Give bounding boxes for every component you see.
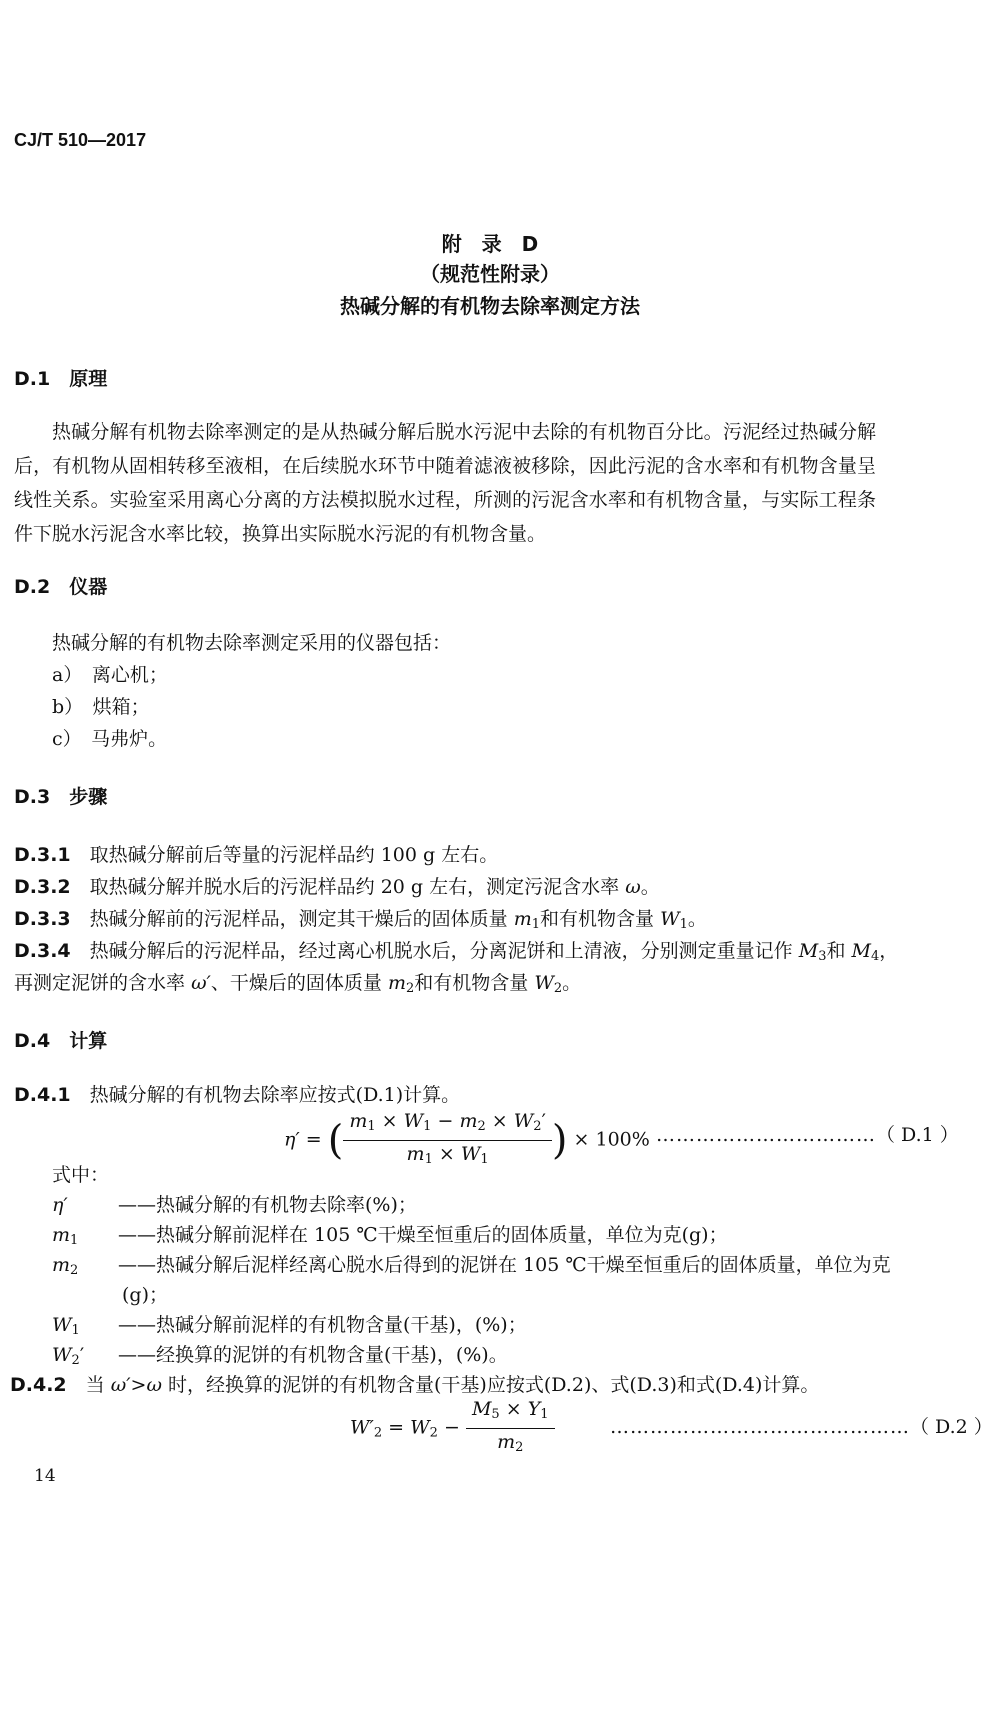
section-d1-paragraph: 热碱分解有机物去除率测定的是从热碱分解后脱水污泥中去除的有机物百分比。污泥经过热碱分解后，有机物从固相转移至液相，在后续脱水环节中随着滤液被移除，因此污泥的含水率和有机物含量呈线性关系。实验室采用离心分离的方法模拟脱水过程，所测的污泥含水率和有机物含量，与实际工程条件下脱水污泥含水率比较，换算出实际脱水污泥的有机物含量。 xyxy=(14,421,876,545)
step-d3-1 xyxy=(14,840,498,867)
appendix-title: 热碱分解的有机物去除率测定方法 xyxy=(340,294,640,318)
step-d3-3: D.3.3 热碱分解前的污泥样品，测定其干燥后的固体质量 $m_1$和有机物含量 $W_1$。 xyxy=(14,908,707,932)
step-text: 取热碱分解并脱水后的污泥样品约 20 g 左右，测定污泥含水率 xyxy=(89,876,620,898)
step-text: 和有机物含量 xyxy=(414,972,529,994)
step-text: 热碱分解后的污泥样品，经过离心机脱水后，分离泥饼和上清液，分别测定重量记作 xyxy=(89,940,793,962)
page-number: 14 xyxy=(34,1466,56,1486)
definition-row: $W_1$ ——热碱分解前泥样的有机物含量(干基)，(%)； xyxy=(52,1314,527,1338)
step-number: D.3.1 xyxy=(14,844,71,866)
definition-row: $W_2'$ ——经换算的泥饼的有机物含量(干基)，(%)。 xyxy=(52,1344,508,1368)
appendix-type: （规范性附录） xyxy=(420,262,560,286)
step-d4-1 xyxy=(14,1080,460,1107)
step-text: 当 xyxy=(85,1374,105,1396)
step-d3-2: D.3.2 取热碱分解并脱水后的污泥样品约 20 g 左右，测定污泥含水率 ω。 xyxy=(14,876,660,898)
definition-text: ——热碱分解前泥样的有机物含量(干基)，(%)； xyxy=(118,1314,527,1336)
definition-row: $m_1$ ——热碱分解前泥样在 105 ℃干燥至恒重后的固体质量，单位为克(g)； xyxy=(52,1224,728,1248)
step-text: 和 xyxy=(826,940,846,962)
section-d4-heading: D.4 计算 xyxy=(14,1030,108,1052)
step-d3-4-continued: 再测定泥饼的含水率 ω′、干燥后的固体质量 $m_2$和有机物含量 $W_2$。 xyxy=(14,972,582,996)
step-number: D.4.2 xyxy=(10,1374,67,1396)
definition-row: $m_2$ ——热碱分解后泥样经离心脱水后得到的泥饼在 105 ℃干燥至恒重后的固体质量，单位为克 xyxy=(52,1254,891,1278)
definition-text: ——热碱分解后泥样经离心脱水后得到的泥饼在 105 ℃干燥至恒重后的固体质量，单位为克 xyxy=(118,1254,891,1276)
standard-code: CJ/T 510—2017 xyxy=(14,130,147,150)
definition-text: ——热碱分解的有机物去除率(%)； xyxy=(118,1194,417,1216)
step-text: 和有机物含量 xyxy=(540,908,655,930)
section-d3-heading: D.3 步骤 xyxy=(14,786,108,808)
fraction: $\frac{m_1 \times W_1 - m_2 \times W_2'}{m_1 \times W_1}$ xyxy=(343,1108,552,1173)
section-d1-heading: D.1 原理 xyxy=(14,368,108,390)
step-number: D.3.2 xyxy=(14,876,71,898)
step-number: D.4.1 xyxy=(14,1084,71,1106)
equation-d1-tag: ……………………………（ D.1 ） xyxy=(656,1124,959,1146)
step-text: 时，经换算的泥饼的有机物含量(干基)应按式(D.2)、式(D.3)和式(D.4)计算。 xyxy=(168,1374,820,1396)
step-text: 热碱分解前的污泥样品，测定其干燥后的固体质量 xyxy=(89,908,508,930)
step-d3-4: D.3.4 热碱分解后的污泥样品，经过离心机脱水后，分离泥饼和上清液，分别测定重量记作 $M_3$和 $M_4$， xyxy=(14,940,899,964)
list-item: a） 离心机； xyxy=(52,664,168,686)
step-number: D.3.3 xyxy=(14,908,71,930)
definition-text: ——热碱分解前泥样在 105 ℃干燥至恒重后的固体质量，单位为克(g)； xyxy=(118,1224,728,1246)
fraction: $\frac{M_5 \times Y_1}{m_2}$ xyxy=(466,1396,555,1461)
list-item: b） 烘箱； xyxy=(52,696,150,718)
equation-suffix: × 100% xyxy=(573,1128,650,1151)
step-number: D.3.4 xyxy=(14,940,71,962)
where-label: 式中： xyxy=(52,1164,110,1186)
list-item: c） 马弗炉。 xyxy=(52,728,168,750)
equation-d1: η′ = ( $\frac{m_1 \times W_1 - m_2 \times W_2'}{m_1 \times W_1}$ ) × 100% xyxy=(284,1108,650,1173)
step-text: 再测定泥饼的含水率 xyxy=(14,972,186,994)
step-text: 取热碱分解前后等量的污泥样品约 100 g 左右。 xyxy=(89,844,499,866)
step-d4-2: D.4.2 当 ω′>ω 时，经换算的泥饼的有机物含量(干基)应按式(D.2)、式(D.3)和式(D.4)计算。 xyxy=(10,1374,820,1396)
equation-d2: $W'_2 = W_2$ − $\frac{M_5 \times Y_1}{m_2}$ xyxy=(350,1396,555,1461)
section-d2-heading: D.2 仪器 xyxy=(14,576,108,598)
step-text: 、干燥后的固体质量 xyxy=(210,972,382,994)
appendix-label: 附 录 D xyxy=(441,232,539,256)
definition-text: ——经换算的泥饼的有机物含量(干基)，(%)。 xyxy=(118,1344,508,1366)
definition-row: η′ ——热碱分解的有机物去除率(%)； xyxy=(52,1194,417,1216)
step-text: 热碱分解的有机物去除率应按式(D.1)计算。 xyxy=(89,1084,461,1106)
section-d2-intro: 热碱分解的有机物去除率测定采用的仪器包括： xyxy=(52,632,452,654)
definition-row-continued: (g)； xyxy=(122,1284,168,1306)
equation-d2-tag: ………………………………………（ D.2 ） xyxy=(610,1416,993,1438)
